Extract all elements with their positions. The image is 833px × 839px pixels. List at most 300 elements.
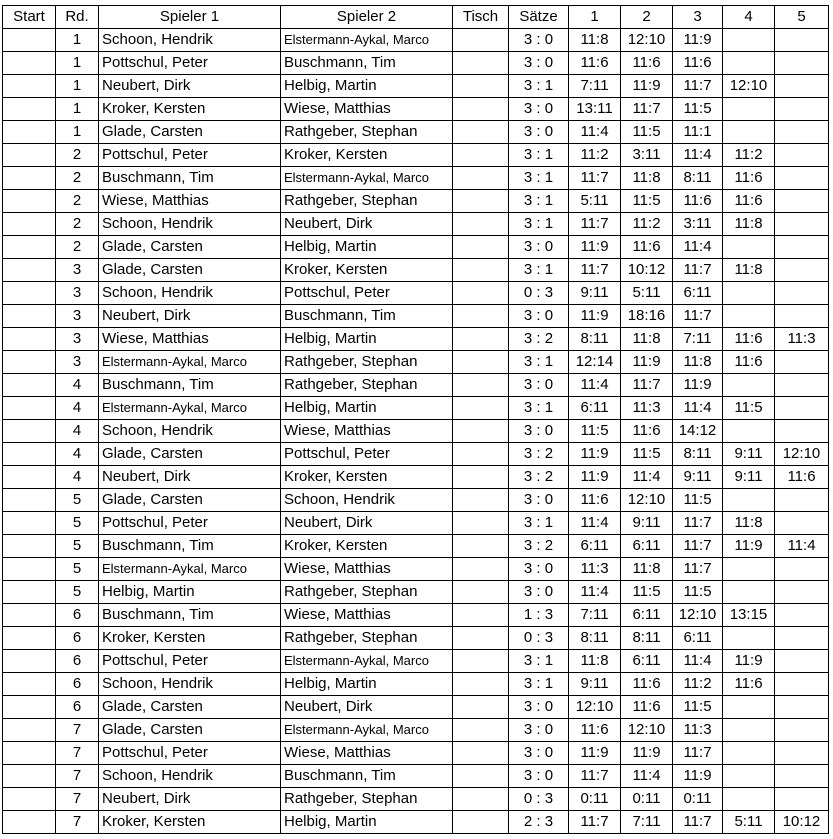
set-2-cell: 11:8 <box>621 328 673 351</box>
table-cell <box>453 512 509 535</box>
round-cell: 3 <box>56 328 99 351</box>
player1-cell: Schoon, Hendrik <box>99 673 281 696</box>
table-row <box>3 788 829 811</box>
table-cell <box>453 144 509 167</box>
player1-cell: Glade, Carsten <box>99 236 281 259</box>
set-3-cell: 11:9 <box>673 765 723 788</box>
table-row <box>3 29 829 52</box>
set-2-cell: 11:5 <box>621 190 673 213</box>
player1-cell: Neubert, Dirk <box>99 788 281 811</box>
start-cell <box>3 328 56 351</box>
table-cell <box>453 765 509 788</box>
round-cell: 3 <box>56 282 99 305</box>
round-cell: 1 <box>56 98 99 121</box>
round-cell: 2 <box>56 213 99 236</box>
table-cell <box>453 719 509 742</box>
set-1-cell: 11:4 <box>569 121 621 144</box>
set-2-cell: 11:6 <box>621 236 673 259</box>
set-2-cell: 8:11 <box>621 627 673 650</box>
set-4-cell <box>723 305 775 328</box>
sets-cell: 3 : 2 <box>509 466 569 489</box>
player1-cell: Neubert, Dirk <box>99 75 281 98</box>
set-3-cell: 11:7 <box>673 259 723 282</box>
set-1-cell: 0:11 <box>569 788 621 811</box>
set-5-cell <box>775 627 829 650</box>
set-2-cell: 11:4 <box>621 765 673 788</box>
round-cell: 2 <box>56 144 99 167</box>
start-cell <box>3 443 56 466</box>
sets-cell: 3 : 0 <box>509 742 569 765</box>
round-cell: 3 <box>56 259 99 282</box>
set-3-cell: 11:7 <box>673 811 723 834</box>
set-4-cell: 5:11 <box>723 811 775 834</box>
start-cell <box>3 535 56 558</box>
table-cell <box>453 167 509 190</box>
player2-cell: Rathgeber, Stephan <box>281 190 453 213</box>
player1-cell: Pottschul, Peter <box>99 144 281 167</box>
set-4-cell: 11:6 <box>723 190 775 213</box>
round-cell: 7 <box>56 719 99 742</box>
table-row <box>3 535 829 558</box>
set-2-cell: 11:9 <box>621 351 673 374</box>
sets-cell: 1 : 3 <box>509 604 569 627</box>
set-5-cell <box>775 558 829 581</box>
player1-cell: Elstermann-Aykal, Marco <box>99 397 281 420</box>
player1-cell: Pottschul, Peter <box>99 512 281 535</box>
sets-cell: 3 : 0 <box>509 765 569 788</box>
set-4-cell <box>723 52 775 75</box>
header-set-2: 2 <box>621 6 673 29</box>
set-1-cell: 11:9 <box>569 742 621 765</box>
player2-cell: Kroker, Kersten <box>281 466 453 489</box>
start-cell <box>3 75 56 98</box>
set-1-cell: 8:11 <box>569 627 621 650</box>
header-round: Rd. <box>56 6 99 29</box>
set-2-cell: 3:11 <box>621 144 673 167</box>
player2-cell: Schoon, Hendrik <box>281 489 453 512</box>
sets-cell: 3 : 2 <box>509 443 569 466</box>
set-2-cell: 11:5 <box>621 443 673 466</box>
set-5-cell <box>775 581 829 604</box>
start-cell <box>3 351 56 374</box>
start-cell <box>3 121 56 144</box>
set-5-cell <box>775 305 829 328</box>
set-2-cell: 11:8 <box>621 167 673 190</box>
start-cell <box>3 144 56 167</box>
set-3-cell: 11:7 <box>673 535 723 558</box>
start-cell <box>3 673 56 696</box>
table-cell <box>453 190 509 213</box>
set-2-cell: 12:10 <box>621 489 673 512</box>
set-1-cell: 7:11 <box>569 75 621 98</box>
set-2-cell: 11:5 <box>621 121 673 144</box>
player1-cell: Pottschul, Peter <box>99 742 281 765</box>
set-1-cell: 11:3 <box>569 558 621 581</box>
table-row <box>3 420 829 443</box>
start-cell <box>3 52 56 75</box>
set-4-cell <box>723 374 775 397</box>
sets-cell: 3 : 0 <box>509 374 569 397</box>
header-set-3: 3 <box>673 6 723 29</box>
table-cell <box>453 98 509 121</box>
set-1-cell: 11:7 <box>569 259 621 282</box>
set-1-cell: 11:9 <box>569 236 621 259</box>
table-cell <box>453 305 509 328</box>
round-cell: 6 <box>56 627 99 650</box>
set-1-cell: 11:9 <box>569 443 621 466</box>
round-cell: 5 <box>56 581 99 604</box>
set-3-cell: 11:2 <box>673 673 723 696</box>
set-4-cell: 11:8 <box>723 259 775 282</box>
set-2-cell: 6:11 <box>621 535 673 558</box>
start-cell <box>3 512 56 535</box>
set-4-cell <box>723 29 775 52</box>
header-set-4: 4 <box>723 6 775 29</box>
table-cell <box>453 489 509 512</box>
table-row <box>3 512 829 535</box>
table-row <box>3 558 829 581</box>
set-1-cell: 11:7 <box>569 811 621 834</box>
set-3-cell: 11:4 <box>673 650 723 673</box>
set-4-cell: 9:11 <box>723 466 775 489</box>
set-3-cell: 11:9 <box>673 374 723 397</box>
table-cell <box>453 351 509 374</box>
set-5-cell <box>775 259 829 282</box>
sets-cell: 3 : 1 <box>509 190 569 213</box>
round-cell: 4 <box>56 443 99 466</box>
round-cell: 1 <box>56 52 99 75</box>
set-5-cell <box>775 190 829 213</box>
set-4-cell: 11:5 <box>723 397 775 420</box>
set-2-cell: 12:10 <box>621 719 673 742</box>
player1-cell: Wiese, Matthias <box>99 328 281 351</box>
sets-cell: 3 : 1 <box>509 650 569 673</box>
set-1-cell: 8:11 <box>569 328 621 351</box>
set-5-cell: 11:4 <box>775 535 829 558</box>
start-cell <box>3 374 56 397</box>
set-2-cell: 12:10 <box>621 29 673 52</box>
table-row <box>3 167 829 190</box>
table-row <box>3 351 829 374</box>
set-3-cell: 11:3 <box>673 719 723 742</box>
table-row <box>3 719 829 742</box>
set-3-cell: 8:11 <box>673 443 723 466</box>
header-sets: Sätze <box>509 6 569 29</box>
table-cell <box>453 581 509 604</box>
player2-cell: Pottschul, Peter <box>281 282 453 305</box>
table-row <box>3 75 829 98</box>
set-4-cell <box>723 282 775 305</box>
set-2-cell: 11:7 <box>621 98 673 121</box>
set-5-cell <box>775 29 829 52</box>
start-cell <box>3 305 56 328</box>
player1-cell: Helbig, Martin <box>99 581 281 604</box>
player1-cell: Schoon, Hendrik <box>99 282 281 305</box>
results-table <box>2 5 829 834</box>
table-row <box>3 742 829 765</box>
sets-cell: 3 : 2 <box>509 535 569 558</box>
set-4-cell <box>723 420 775 443</box>
set-4-cell <box>723 98 775 121</box>
set-1-cell: 11:5 <box>569 420 621 443</box>
sets-cell: 3 : 0 <box>509 489 569 512</box>
set-2-cell: 6:11 <box>621 604 673 627</box>
set-4-cell <box>723 489 775 512</box>
set-5-cell <box>775 742 829 765</box>
set-1-cell: 9:11 <box>569 673 621 696</box>
player1-cell: Buschmann, Tim <box>99 535 281 558</box>
round-cell: 1 <box>56 75 99 98</box>
player2-cell: Helbig, Martin <box>281 397 453 420</box>
player1-cell: Glade, Carsten <box>99 259 281 282</box>
start-cell <box>3 282 56 305</box>
sets-cell: 0 : 3 <box>509 627 569 650</box>
set-1-cell: 5:11 <box>569 190 621 213</box>
player1-cell: Glade, Carsten <box>99 719 281 742</box>
sets-cell: 3 : 1 <box>509 351 569 374</box>
start-cell <box>3 650 56 673</box>
set-3-cell: 11:6 <box>673 52 723 75</box>
set-4-cell: 11:6 <box>723 328 775 351</box>
set-4-cell <box>723 719 775 742</box>
set-4-cell: 9:11 <box>723 443 775 466</box>
start-cell <box>3 581 56 604</box>
set-3-cell: 11:5 <box>673 581 723 604</box>
set-5-cell <box>775 52 829 75</box>
round-cell: 4 <box>56 374 99 397</box>
set-2-cell: 10:12 <box>621 259 673 282</box>
table-row <box>3 604 829 627</box>
set-1-cell: 6:11 <box>569 397 621 420</box>
table-cell <box>453 236 509 259</box>
player1-cell: Wiese, Matthias <box>99 190 281 213</box>
set-3-cell: 11:7 <box>673 512 723 535</box>
set-4-cell <box>723 236 775 259</box>
player1-cell: Neubert, Dirk <box>99 466 281 489</box>
table-cell <box>453 443 509 466</box>
table-cell <box>453 420 509 443</box>
set-5-cell <box>775 351 829 374</box>
set-5-cell <box>775 121 829 144</box>
table-row <box>3 121 829 144</box>
set-3-cell: 0:11 <box>673 788 723 811</box>
set-1-cell: 11:8 <box>569 29 621 52</box>
set-5-cell <box>775 236 829 259</box>
set-5-cell <box>775 167 829 190</box>
player2-cell: Neubert, Dirk <box>281 213 453 236</box>
set-5-cell <box>775 650 829 673</box>
player1-cell: Kroker, Kersten <box>99 811 281 834</box>
set-2-cell: 7:11 <box>621 811 673 834</box>
set-3-cell: 8:11 <box>673 167 723 190</box>
player1-cell: Neubert, Dirk <box>99 305 281 328</box>
table-cell <box>453 558 509 581</box>
start-cell <box>3 236 56 259</box>
player1-cell: Schoon, Hendrik <box>99 213 281 236</box>
set-5-cell: 11:3 <box>775 328 829 351</box>
round-cell: 6 <box>56 604 99 627</box>
round-cell: 6 <box>56 673 99 696</box>
set-5-cell <box>775 765 829 788</box>
player2-cell: Neubert, Dirk <box>281 696 453 719</box>
sets-cell: 3 : 2 <box>509 328 569 351</box>
set-5-cell <box>775 604 829 627</box>
set-4-cell: 11:6 <box>723 673 775 696</box>
set-4-cell <box>723 742 775 765</box>
sets-cell: 3 : 0 <box>509 558 569 581</box>
table-cell <box>453 259 509 282</box>
start-cell <box>3 489 56 512</box>
set-5-cell <box>775 282 829 305</box>
player2-cell: Rathgeber, Stephan <box>281 581 453 604</box>
set-5-cell <box>775 75 829 98</box>
sets-cell: 3 : 0 <box>509 98 569 121</box>
set-4-cell: 11:8 <box>723 512 775 535</box>
table-cell <box>453 29 509 52</box>
start-cell <box>3 604 56 627</box>
start-cell <box>3 98 56 121</box>
set-5-cell <box>775 696 829 719</box>
player2-cell: Helbig, Martin <box>281 328 453 351</box>
table-cell <box>453 673 509 696</box>
table-cell <box>453 75 509 98</box>
set-2-cell: 11:6 <box>621 420 673 443</box>
table-row <box>3 765 829 788</box>
set-3-cell: 11:8 <box>673 351 723 374</box>
player1-cell: Glade, Carsten <box>99 489 281 512</box>
set-3-cell: 11:7 <box>673 742 723 765</box>
set-5-cell <box>775 98 829 121</box>
set-4-cell: 11:9 <box>723 650 775 673</box>
set-3-cell: 11:4 <box>673 397 723 420</box>
sets-cell: 0 : 3 <box>509 282 569 305</box>
set-1-cell: 7:11 <box>569 604 621 627</box>
set-1-cell: 12:10 <box>569 696 621 719</box>
set-4-cell <box>723 581 775 604</box>
set-2-cell: 11:6 <box>621 696 673 719</box>
player1-cell: Glade, Carsten <box>99 443 281 466</box>
player2-cell: Neubert, Dirk <box>281 512 453 535</box>
table-row <box>3 397 829 420</box>
set-4-cell <box>723 627 775 650</box>
table-cell <box>453 696 509 719</box>
table-row <box>3 627 829 650</box>
player2-cell: Kroker, Kersten <box>281 144 453 167</box>
player1-cell: Glade, Carsten <box>99 696 281 719</box>
player1-cell: Elstermann-Aykal, Marco <box>99 351 281 374</box>
round-cell: 2 <box>56 167 99 190</box>
start-cell <box>3 466 56 489</box>
set-5-cell: 11:6 <box>775 466 829 489</box>
set-2-cell: 0:11 <box>621 788 673 811</box>
header-row <box>3 6 829 29</box>
set-2-cell: 11:6 <box>621 673 673 696</box>
table-row <box>3 52 829 75</box>
player1-cell: Kroker, Kersten <box>99 627 281 650</box>
sets-cell: 3 : 0 <box>509 29 569 52</box>
set-3-cell: 11:7 <box>673 75 723 98</box>
player1-cell: Schoon, Hendrik <box>99 29 281 52</box>
set-4-cell <box>723 696 775 719</box>
start-cell <box>3 397 56 420</box>
round-cell: 7 <box>56 788 99 811</box>
set-5-cell <box>775 397 829 420</box>
round-cell: 2 <box>56 236 99 259</box>
sets-cell: 3 : 0 <box>509 581 569 604</box>
start-cell <box>3 788 56 811</box>
sets-cell: 3 : 1 <box>509 75 569 98</box>
sets-cell: 3 : 0 <box>509 121 569 144</box>
table-cell <box>453 397 509 420</box>
set-3-cell: 11:5 <box>673 98 723 121</box>
header-player1: Spieler 1 <box>99 6 281 29</box>
set-3-cell: 11:4 <box>673 144 723 167</box>
set-4-cell: 11:6 <box>723 351 775 374</box>
sets-cell: 2 : 3 <box>509 811 569 834</box>
set-3-cell: 11:5 <box>673 696 723 719</box>
set-2-cell: 18:16 <box>621 305 673 328</box>
player2-cell: Pottschul, Peter <box>281 443 453 466</box>
set-3-cell: 11:7 <box>673 558 723 581</box>
sets-cell: 3 : 1 <box>509 213 569 236</box>
set-5-cell <box>775 213 829 236</box>
player1-cell: Buschmann, Tim <box>99 167 281 190</box>
player1-cell: Buschmann, Tim <box>99 374 281 397</box>
set-4-cell <box>723 121 775 144</box>
set-5-cell: 10:12 <box>775 811 829 834</box>
table-cell <box>453 121 509 144</box>
table-cell <box>453 604 509 627</box>
table-cell <box>453 213 509 236</box>
set-2-cell: 11:2 <box>621 213 673 236</box>
round-cell: 4 <box>56 397 99 420</box>
table-cell <box>453 811 509 834</box>
player1-cell: Pottschul, Peter <box>99 650 281 673</box>
set-2-cell: 11:9 <box>621 742 673 765</box>
set-1-cell: 9:11 <box>569 282 621 305</box>
round-cell: 6 <box>56 650 99 673</box>
table-cell <box>453 282 509 305</box>
table-row <box>3 811 829 834</box>
start-cell <box>3 213 56 236</box>
header-set-1: 1 <box>569 6 621 29</box>
set-3-cell: 11:4 <box>673 236 723 259</box>
player2-cell: Rathgeber, Stephan <box>281 351 453 374</box>
set-2-cell: 5:11 <box>621 282 673 305</box>
table-row <box>3 98 829 121</box>
start-cell <box>3 167 56 190</box>
set-1-cell: 11:6 <box>569 489 621 512</box>
table-cell <box>453 374 509 397</box>
round-cell: 1 <box>56 29 99 52</box>
set-2-cell: 9:11 <box>621 512 673 535</box>
round-cell: 5 <box>56 489 99 512</box>
set-1-cell: 11:7 <box>569 167 621 190</box>
start-cell <box>3 627 56 650</box>
table-row <box>3 190 829 213</box>
set-4-cell: 11:9 <box>723 535 775 558</box>
set-3-cell: 3:11 <box>673 213 723 236</box>
set-1-cell: 11:7 <box>569 213 621 236</box>
set-5-cell <box>775 144 829 167</box>
round-cell: 4 <box>56 420 99 443</box>
round-cell: 7 <box>56 811 99 834</box>
set-1-cell: 11:4 <box>569 512 621 535</box>
set-5-cell <box>775 374 829 397</box>
table-cell <box>453 650 509 673</box>
table-row <box>3 236 829 259</box>
header-player2: Spieler 2 <box>281 6 453 29</box>
